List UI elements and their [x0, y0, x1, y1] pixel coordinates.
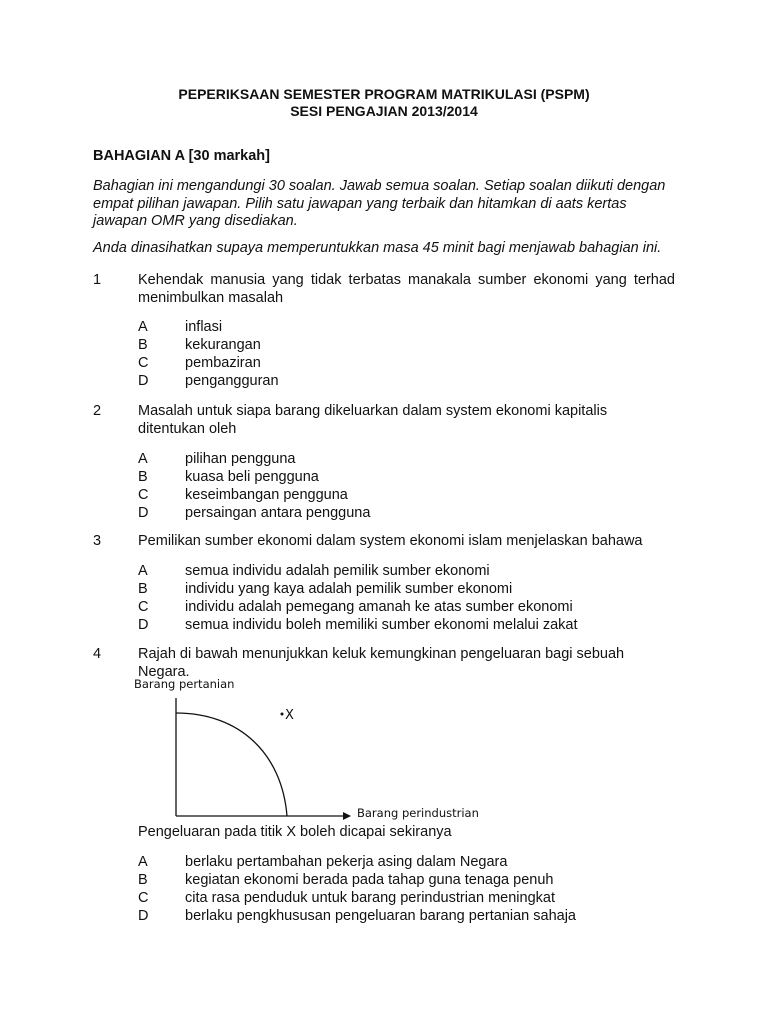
option-text: semua individu adalah pemilik sumber ekonomi: [185, 563, 490, 579]
option-text: cita rasa penduduk untuk barang perindustrian meningkat: [185, 890, 555, 906]
option-text: pembaziran: [185, 355, 261, 371]
exam-title-line2: SESI PENGAJIAN 2013/2014: [290, 103, 478, 119]
option-letter: D: [138, 908, 149, 924]
option-c: [138, 486, 678, 504]
option-text: kekurangan: [185, 337, 261, 353]
option-text: keseimbangan pengguna: [185, 487, 348, 503]
option-letter: D: [138, 617, 149, 633]
figure-caption: Pengeluaran pada titik X boleh dicapai sekiranya: [138, 824, 452, 840]
option-text: pengangguran: [185, 373, 279, 389]
option-letter: D: [138, 373, 149, 389]
option-a: [138, 318, 678, 336]
option-text: persaingan antara pengguna: [185, 505, 371, 521]
answer-options: [138, 318, 678, 390]
option-letter: B: [138, 872, 148, 888]
question-text: Rajah di bawah menunjukkan keluk kemungkinan pengeluaran bagi sebuah Negara.: [138, 646, 625, 680]
option-text: semua individu boleh memiliki sumber ekonomi melalui zakat: [185, 617, 578, 633]
x-axis-arrow: [343, 812, 351, 820]
option-text: inflasi: [185, 319, 223, 335]
question-number: 2: [93, 403, 102, 419]
option-a: [138, 450, 678, 468]
question-number: 4: [93, 646, 102, 662]
point-x-marker: [281, 713, 284, 716]
option-d: [138, 504, 678, 522]
production-possibility-diagram: [130, 676, 500, 826]
option-letter: A: [138, 451, 148, 467]
option-b: [138, 871, 678, 889]
question-number: 3: [93, 533, 102, 549]
question-text: Kehendak manusia yang tidak terbatas manakala sumber ekonomi yang terhad menimbulkan masalah: [138, 272, 675, 306]
option-text: individu yang kaya adalah pemilik sumber ekonomi: [185, 581, 513, 597]
section-heading: BAHAGIAN A [30 markah]: [93, 148, 270, 164]
option-letter: A: [138, 319, 148, 335]
option-d: [138, 616, 678, 634]
option-letter: D: [138, 505, 149, 521]
option-letter: C: [138, 599, 149, 615]
option-c: [138, 889, 678, 907]
option-letter: B: [138, 581, 148, 597]
option-letter: C: [138, 355, 149, 371]
option-a: [138, 562, 678, 580]
option-b: [138, 580, 678, 598]
option-letter: B: [138, 469, 148, 485]
exam-title-line1: PEPERIKSAAN SEMESTER PROGRAM MATRIKULASI (PSPM): [178, 86, 590, 102]
x-axis-label: Barang perindustrian: [357, 806, 479, 820]
option-c: [138, 354, 678, 372]
section-instructions: Bahagian ini mengandungi 30 soalan. Jawab semua soalan. Setiap soalan diikuti dengan empat pilihan jawapan. Pilih satu jawapan yang terbaik dan hitamkan di aats kertas jawapan OMR yang disediakan.: [93, 178, 666, 229]
option-text: kuasa beli pengguna: [185, 469, 319, 485]
answer-options: [138, 450, 678, 522]
question-number: 1: [93, 272, 102, 288]
option-letter: C: [138, 487, 149, 503]
question-text: Masalah untuk siapa barang dikeluarkan dalam system ekonomi kapitalis ditentukan oleh: [138, 403, 608, 437]
ppc-curve: [176, 713, 287, 816]
option-letter: A: [138, 563, 148, 579]
option-text: berlaku pertambahan pekerja asing dalam Negara: [185, 854, 508, 870]
option-letter: C: [138, 890, 149, 906]
option-c: [138, 598, 678, 616]
option-text: berlaku pengkhususan pengeluaran barang pertanian sahaja: [185, 908, 576, 924]
point-x-label: X: [285, 708, 294, 723]
option-d: [138, 372, 678, 390]
question-text: Pemilikan sumber ekonomi dalam system ekonomi islam menjelaskan bahawa: [138, 533, 643, 549]
answer-options: [138, 853, 678, 925]
exam-title: [0, 86, 768, 120]
option-a: [138, 853, 678, 871]
option-text: individu adalah pemegang amanah ke atas sumber ekonomi: [185, 599, 573, 615]
option-text: pilihan pengguna: [185, 451, 296, 467]
option-text: kegiatan ekonomi berada pada tahap guna tenaga penuh: [185, 872, 554, 888]
time-advice: Anda dinasihatkan supaya memperuntukkan masa 45 minit bagi menjawab bahagian ini.: [93, 240, 662, 256]
y-axis-label: Barang pertanian: [134, 677, 235, 691]
option-d: [138, 907, 678, 925]
answer-options: [138, 562, 678, 634]
option-letter: A: [138, 854, 148, 870]
option-letter: B: [138, 337, 148, 353]
option-b: [138, 336, 678, 354]
option-b: [138, 468, 678, 486]
